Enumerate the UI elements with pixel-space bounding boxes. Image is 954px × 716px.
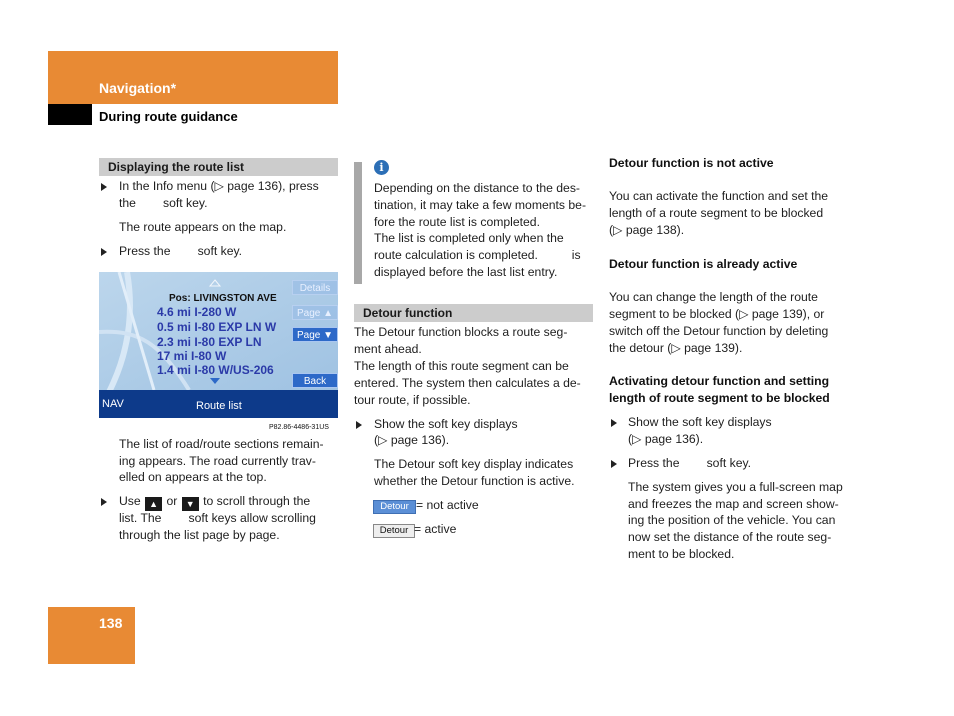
up-arrow-key-icon: ▲ — [145, 497, 162, 511]
info-line: tination, it may take a few moments be- — [374, 198, 587, 212]
route-entry[interactable]: 17 mi I-80 W — [157, 349, 227, 363]
body-line: switch off the Detour function by deleting — [609, 324, 829, 338]
body-line: ing appears. The road currently trav- — [119, 454, 316, 468]
section-title: Navigation* — [99, 80, 177, 96]
step-word: or — [166, 494, 178, 508]
body-line: The length of this route segment can be — [354, 359, 569, 373]
route-entry[interactable]: 1.4 mi I-80 W/US-206 — [157, 363, 274, 377]
back-softkey[interactable]: Back — [292, 373, 338, 388]
body-line: the detour (▷ page 139). — [609, 341, 743, 355]
bullet-icon — [101, 498, 107, 506]
legend-text: = not active — [416, 498, 479, 512]
body-line: ment ahead. — [354, 342, 422, 356]
body-line: You can change the length of the route — [609, 290, 818, 304]
step-text: Show the soft key displays — [628, 415, 772, 429]
details-softkey[interactable]: Details — [292, 280, 338, 295]
position-label: Pos: LIVINGSTON AVE — [169, 293, 277, 304]
body-line: The system gives you a full-screen map — [628, 480, 843, 494]
body-line: The Detour function blocks a route seg- — [354, 325, 568, 339]
step-text: Show the soft key displays — [374, 417, 518, 431]
subsection-title: During route guidance — [99, 109, 238, 124]
bullet-icon — [611, 419, 617, 427]
route-entry[interactable]: 4.6 mi I-280 W — [157, 305, 237, 319]
step-scroll — [119, 493, 310, 511]
info-sidebar — [354, 162, 362, 284]
step-text: In the Info menu (▷ page 136), press — [119, 179, 319, 193]
step-word: to scroll through the — [203, 494, 311, 508]
info-line: route calculation is completed. is — [374, 248, 581, 262]
bullet-icon — [101, 183, 107, 191]
route-list-label: Route list — [196, 400, 242, 412]
body-line: elled on appears at the top. — [119, 470, 267, 484]
body-line: ment to be blocked. — [628, 547, 735, 561]
body-line: length of a route segment to be blocked — [609, 206, 824, 220]
route-entry[interactable]: 2.3 mi I-80 EXP LN — [157, 335, 262, 349]
bullet-icon — [611, 460, 617, 468]
route-list-screen — [99, 272, 338, 418]
route-entry[interactable]: 0.5 mi I-80 EXP LN W — [157, 320, 277, 334]
step-text: (▷ page 136). — [374, 433, 450, 447]
info-line: fore the route list is completed. — [374, 215, 540, 229]
body-line: The list of road/route sections remain- — [119, 437, 324, 451]
bullet-icon — [356, 421, 362, 429]
step-text: through the list page by page. — [119, 528, 280, 542]
step-text: the soft key. — [119, 196, 208, 210]
page-up-softkey[interactable]: Page ▲ — [292, 305, 338, 320]
info-line: displayed before the last list entry. — [374, 265, 558, 279]
body-line: ing the position of the vehicle. You can — [628, 513, 836, 527]
body-line: entered. The system then calculates a de- — [354, 376, 581, 390]
subheading: Detour function is already active — [609, 257, 798, 271]
step-text: list. The soft keys allow scrolling — [119, 511, 316, 525]
step-text: Press the soft key. — [628, 456, 752, 470]
subheading: length of route segment to be blocked — [609, 391, 830, 405]
status-bar — [99, 390, 338, 418]
result-text: whether the Detour function is active. — [374, 474, 575, 488]
detour-softkey-inactive: Detour — [373, 500, 416, 514]
header-band — [48, 51, 338, 104]
result-text: The route appears on the map. — [119, 220, 287, 234]
page-down-softkey[interactable]: Page ▼ — [292, 327, 338, 342]
step-text: Press the soft key. — [119, 244, 243, 258]
body-line: tour route, if possible. — [354, 393, 471, 407]
info-line: Depending on the distance to the des- — [374, 181, 580, 195]
heading-route-list: Displaying the route list — [99, 158, 338, 176]
body-line: now set the distance of the route seg- — [628, 530, 832, 544]
body-line: (▷ page 138). — [609, 223, 685, 237]
body-line: and freezes the map and screen show- — [628, 497, 839, 511]
body-line: segment to be blocked (▷ page 139), or — [609, 307, 825, 321]
body-line: You can activate the function and set the — [609, 189, 829, 203]
result-text: The Detour soft key display indicates — [374, 457, 574, 471]
bullet-icon — [101, 248, 107, 256]
page-number: 138 — [99, 615, 123, 631]
heading-detour: Detour function — [354, 304, 593, 322]
detour-softkey-active: Detour — [373, 524, 415, 538]
subheading: Activating detour function and setting — [609, 374, 830, 388]
figure-code: P82.86-4486-31US — [269, 424, 329, 431]
info-line: The list is completed only when the — [374, 231, 564, 245]
legend-text: = active — [414, 522, 457, 536]
down-arrow-key-icon: ▼ — [182, 497, 199, 511]
header-marker — [48, 104, 92, 125]
info-icon: i — [374, 160, 389, 175]
subheading: Detour function is not active — [609, 156, 774, 170]
step-text: (▷ page 136). — [628, 432, 704, 446]
step-word: Use — [119, 494, 141, 508]
nav-label: NAV — [102, 398, 124, 410]
